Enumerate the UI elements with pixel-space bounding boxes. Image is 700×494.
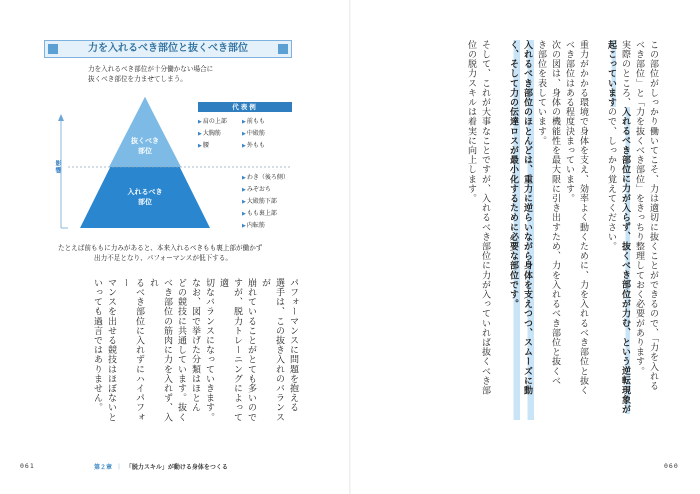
caption-line: 抜くべき部位を力ませてしまう。 — [88, 75, 187, 83]
tag-item: ▶内転筋 — [242, 222, 265, 229]
body-line: 崩れていることがとても多いので — [246, 278, 256, 422]
body-line: 切なバランスになっていきます。 — [204, 278, 214, 422]
separator: ｜ — [115, 464, 122, 471]
body-line: どの競技に共通しています。抜く — [176, 278, 186, 422]
body-line: 実際のところ、入れるべき部位に力が入らず、抜くべき部位が力む、という逆転現象が起こっていますので、しっかり覚えてください。 — [606, 40, 630, 415]
body-line: マンスを出せる競技はほぼないと — [106, 278, 116, 422]
figure-title-text: 力を入れるべき部位と抜くべき部位 — [88, 43, 248, 54]
body-line: べき部位はある程度決まっています。 — [564, 40, 574, 204]
tag-item: ▶肩の上部 — [198, 118, 227, 125]
note-line: 出力不足となり、パフォーマンスが低下する。 — [94, 254, 232, 262]
left-page-body — [92, 278, 300, 428]
body-line: すが、脱力トレーニングによって適 — [218, 278, 242, 422]
triangle-icon: ▶ — [242, 223, 246, 229]
caption-line: 力を入れるべき部位が十分働かない場合に — [88, 65, 214, 73]
body-line: べき部位の筋肉に力を入れず、入れ — [148, 278, 172, 422]
tag-item: ▶外もも — [242, 142, 265, 149]
chapter-label: 第２章 — [94, 464, 113, 471]
triangle-icon: ▶ — [242, 211, 246, 217]
right-page-number: 060 — [664, 462, 679, 470]
body-line: 重力がかかる環境で身体を支え、効率よく動くために、力を入れるべき部位と抜く — [578, 40, 588, 396]
figure-note — [58, 243, 308, 263]
body-line: 入れるべき部位のほとんどは、重力に逆らいながら身体を支えつつ、スムーズに動 — [520, 40, 534, 420]
tag-item: ▶大殿筋下部 — [242, 198, 277, 205]
body-line: 次の図は、身体の機能性を最大限に引き出すため、力を入れるべき部位と抜くべ — [550, 40, 560, 386]
body-line: 選手は、この抜き入れのバランスが — [260, 278, 284, 422]
triangle-icon: ▶ — [242, 187, 246, 193]
triangle-icon: ▶ — [242, 143, 246, 149]
tag-item: ▶もも裏上部 — [242, 210, 277, 217]
triangle-icon: ▶ — [242, 175, 246, 181]
body-line: そして、これが大事なことですが、入れるべき部位に力が入っていれば抜くべき部 — [480, 40, 490, 396]
right-page-body — [398, 40, 660, 420]
tag-item: ▶大胸筋 — [198, 130, 221, 137]
pyramid-upper-section — [109, 97, 181, 167]
triangle-icon: ▶ — [242, 199, 246, 205]
tag-item: ▶中殿筋 — [242, 130, 265, 137]
triangle-icon: ▶ — [198, 143, 202, 149]
note-line: たとえば前ももに力みがあると、本来入れるべきもも裏上部が働かず — [58, 244, 263, 252]
body-line: いっても過言ではありません。 — [92, 278, 102, 413]
triangle-icon: ▶ — [242, 119, 246, 125]
tag-item: ▶みぞおち — [242, 186, 271, 193]
body-line — [590, 40, 604, 420]
body-line — [492, 40, 506, 420]
triangle-icon: ▶ — [198, 131, 202, 137]
body-line: なお、図で挙げた分類はほとん — [190, 278, 200, 413]
emphasis-text: 入れるべき部位に力が入らず、抜くべき部位が力む、という逆転現象が起こっています — [606, 40, 630, 415]
body-line: パフォーマンスに問題を抱える — [288, 278, 298, 413]
body-line: べき部位」と「力を抜くべき部位」をきっちり整理しておく必要があります。 — [634, 40, 644, 376]
triangle-icon: ▶ — [198, 119, 202, 125]
influence-arrow-icon — [58, 114, 64, 121]
influence-label: 影響 — [54, 160, 61, 174]
body-line: るべき部位に入れずにハイパフォー — [120, 278, 144, 422]
tag-item: ▶わき（後ろ側） — [242, 174, 289, 181]
legend-title: 代表例 — [198, 102, 292, 112]
body-line: き部位を表しています。 — [536, 40, 546, 146]
body-line: この部位がしっかり働いてこそ、力は適切に抜くことができるので、「力を入れる — [648, 40, 658, 391]
upper-section-label: 抜くべき 部位 — [131, 137, 159, 155]
left-page-number: 061 — [20, 462, 35, 470]
running-header — [94, 462, 228, 471]
body-line: 位の脱力スキルは着実に向上します。 — [466, 40, 476, 204]
tag-item: ▶腰 — [198, 142, 209, 149]
triangle-icon: ▶ — [242, 131, 246, 137]
chapter-title: 「脱力スキル」が動ける身体をつくる — [125, 464, 228, 471]
tag-item: ▶前もも — [242, 118, 265, 125]
body-line: く、そして力の伝達ロスが最小化するために必要な部位です。 — [506, 40, 520, 420]
lower-section-label: 入れるべき 部位 — [127, 188, 163, 206]
